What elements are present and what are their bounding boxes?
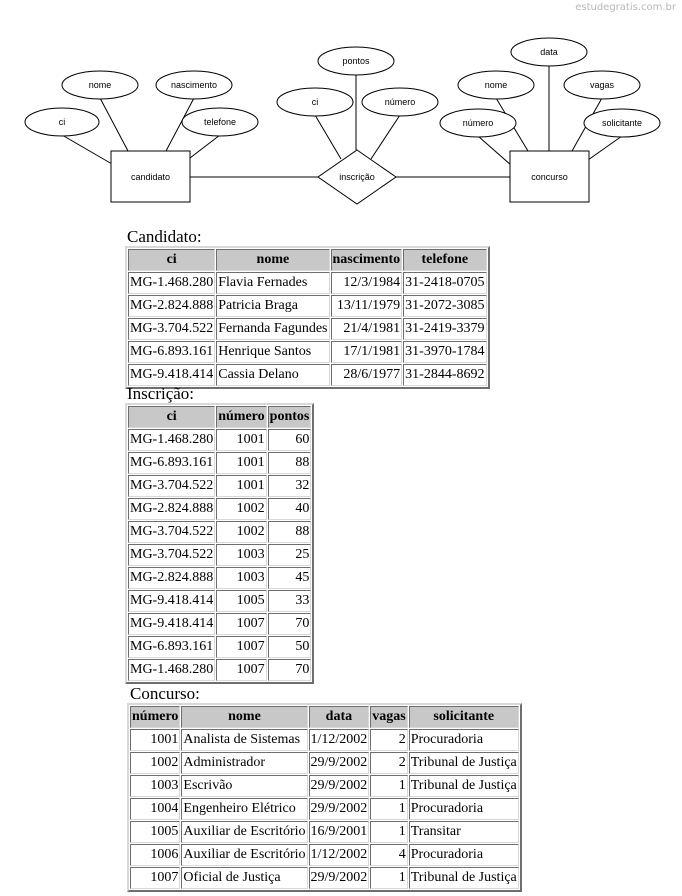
cell-nome: Auxiliar de Escritório <box>181 821 307 843</box>
cell-pontos: 60 <box>268 429 312 451</box>
table-row <box>128 429 311 451</box>
table-row <box>130 729 519 751</box>
attribute-candidato-ci <box>25 108 99 136</box>
cell-pontos: 88 <box>268 521 312 543</box>
cell-numero: 1001 <box>216 452 266 474</box>
cell-telefone: 31-2419-3379 <box>403 318 486 340</box>
table-row <box>128 590 311 612</box>
cell-numero: 1007 <box>216 613 266 635</box>
attribute-concurso-solicitante-label: solicitante <box>601 118 643 128</box>
attribute-concurso-nome <box>458 71 534 99</box>
attribute-inscricao-numero-label: número <box>384 97 416 107</box>
cell-vagas: 1 <box>370 867 407 889</box>
cell-solicitante: Procuradoria <box>409 729 519 751</box>
cell-numero: 1002 <box>216 498 266 520</box>
column-header-telefone: telefone <box>403 249 486 271</box>
cell-nome: Flavia Fernades <box>216 272 329 294</box>
table-row <box>128 272 487 294</box>
table-row <box>130 844 519 866</box>
entity-candidato <box>111 151 190 202</box>
cell-solicitante: Tribunal de Justiça <box>409 752 519 774</box>
cell-numero: 1001 <box>216 429 266 451</box>
cell-numero: 1005 <box>216 590 266 612</box>
cell-pontos: 32 <box>268 475 312 497</box>
cell-telefone: 31-2072-3085 <box>403 295 486 317</box>
entity-concurso <box>510 151 589 202</box>
cell-pontos: 40 <box>268 498 312 520</box>
cell-numero: 1002 <box>216 521 266 543</box>
cell-vagas: 1 <box>370 798 407 820</box>
cell-nome: Analista de Sistemas <box>181 729 307 751</box>
cell-data: 29/9/2002 <box>309 798 370 820</box>
cell-nome: Cassia Delano <box>216 364 329 386</box>
column-header-vagas: vagas <box>370 706 407 728</box>
relationship-inscricao <box>318 150 396 204</box>
table-row <box>128 498 311 520</box>
cell-data: 1/12/2002 <box>309 844 370 866</box>
cell-data: 29/9/2002 <box>309 867 370 889</box>
concurso-table <box>127 703 522 892</box>
cell-numero: 1006 <box>130 844 180 866</box>
attribute-concurso-data-label: data <box>540 47 558 57</box>
cell-solicitante: Procuradoria <box>409 798 519 820</box>
cell-vagas: 1 <box>370 775 407 797</box>
cell-ci: MG-6.893.161 <box>128 636 215 658</box>
entity-candidato-label: candidato <box>130 172 171 182</box>
inscricao-section <box>125 384 314 684</box>
table-row <box>128 295 487 317</box>
cell-nascimento: 17/1/1981 <box>331 341 403 363</box>
cell-nascimento: 28/6/1977 <box>331 364 403 386</box>
cell-telefone: 31-2844-8692 <box>403 364 486 386</box>
table-row <box>128 659 311 681</box>
cell-data: 29/9/2002 <box>309 775 370 797</box>
cell-ci: MG-9.418.414 <box>128 613 215 635</box>
table-row <box>128 544 311 566</box>
attribute-inscricao-ci-label: ci <box>311 97 319 107</box>
attribute-concurso-numero <box>440 109 516 137</box>
cell-ci: MG-6.893.161 <box>128 452 215 474</box>
column-header-nome: nome <box>216 249 329 271</box>
concurso-caption: Concurso: <box>130 684 200 703</box>
cell-numero: 1004 <box>130 798 180 820</box>
cell-numero: 1002 <box>130 752 180 774</box>
table-row <box>130 821 519 843</box>
column-header-numero: número <box>130 706 180 728</box>
attribute-concurso-numero-label: número <box>462 118 494 128</box>
cell-ci: MG-1.468.280 <box>128 659 215 681</box>
attribute-concurso-vagas <box>564 71 640 99</box>
cell-nome: Escrivão <box>181 775 307 797</box>
cell-data: 16/9/2001 <box>309 821 370 843</box>
cell-telefone: 31-3970-1784 <box>403 341 486 363</box>
table-row <box>128 318 487 340</box>
table-row <box>130 798 519 820</box>
cell-nascimento: 13/11/1979 <box>331 295 403 317</box>
attribute-candidato-nascimento <box>156 71 232 99</box>
table-row <box>128 521 311 543</box>
column-header-numero: número <box>216 406 266 428</box>
candidato-caption: Candidato: <box>127 227 202 246</box>
attribute-candidato-telefone-label: telefone <box>203 117 237 127</box>
concurso-section <box>127 684 522 892</box>
column-header-ci: ci <box>128 406 215 428</box>
cell-nome: Fernanda Fagundes <box>216 318 329 340</box>
cell-data: 1/12/2002 <box>309 729 370 751</box>
cell-data: 29/9/2002 <box>309 752 370 774</box>
attribute-candidato-ci-label: ci <box>58 117 66 127</box>
column-header-nascimento: nascimento <box>331 249 403 271</box>
cell-numero: 1003 <box>216 567 266 589</box>
cell-nome: Administrador <box>181 752 307 774</box>
cell-pontos: 25 <box>268 544 312 566</box>
table-row <box>128 341 487 363</box>
column-header-data: data <box>309 706 370 728</box>
cell-ci: MG-9.418.414 <box>128 590 215 612</box>
cell-numero: 1007 <box>216 636 266 658</box>
table-row <box>128 364 487 386</box>
table-header-row <box>128 249 487 271</box>
cell-ci: MG-2.824.888 <box>128 498 215 520</box>
er-diagram <box>0 0 682 215</box>
attribute-candidato-nome <box>62 71 138 99</box>
attribute-inscricao-numero <box>362 88 438 116</box>
column-header-pontos: pontos <box>268 406 312 428</box>
attribute-inscricao-ci <box>277 88 353 116</box>
cell-vagas: 2 <box>370 752 407 774</box>
column-header-nome: nome <box>181 706 307 728</box>
attribute-concurso-data <box>511 38 587 66</box>
cell-ci: MG-3.704.522 <box>128 544 215 566</box>
cell-numero: 1001 <box>216 475 266 497</box>
cell-ci: MG-2.824.888 <box>128 567 215 589</box>
cell-nascimento: 21/4/1981 <box>331 318 403 340</box>
cell-solicitante: Tribunal de Justiça <box>409 867 519 889</box>
cell-pontos: 45 <box>268 567 312 589</box>
attribute-candidato-telefone <box>182 108 258 136</box>
table-row <box>128 636 311 658</box>
cell-nome: Henrique Santos <box>216 341 329 363</box>
cell-ci: MG-3.704.522 <box>128 318 215 340</box>
cell-ci: MG-9.418.414 <box>128 364 215 386</box>
attribute-candidato-nascimento-label: nascimento <box>170 80 218 90</box>
cell-vagas: 1 <box>370 821 407 843</box>
cell-ci: MG-1.468.280 <box>128 429 215 451</box>
cell-vagas: 4 <box>370 844 407 866</box>
cell-nome: Engenheiro Elétrico <box>181 798 307 820</box>
cell-numero: 1003 <box>130 775 180 797</box>
table-row <box>128 452 311 474</box>
cell-pontos: 33 <box>268 590 312 612</box>
site-watermark: estudegratis.com.br <box>575 2 676 13</box>
entity-concurso-label: concurso <box>531 172 568 182</box>
cell-pontos: 70 <box>268 613 312 635</box>
cell-solicitante: Tribunal de Justiça <box>409 775 519 797</box>
cell-ci: MG-6.893.161 <box>128 341 215 363</box>
cell-ci: MG-1.468.280 <box>128 272 215 294</box>
column-header-ci: ci <box>128 249 215 271</box>
table-row <box>128 567 311 589</box>
inscricao-caption: Inscrição: <box>127 384 195 403</box>
table-header-row <box>130 706 519 728</box>
table-header-row <box>128 406 311 428</box>
cell-pontos: 50 <box>268 636 312 658</box>
cell-solicitante: Procuradoria <box>409 844 519 866</box>
inscricao-table <box>125 403 314 684</box>
candidato-table <box>125 246 490 389</box>
table-row <box>128 475 311 497</box>
relationship-inscricao-label: inscrição <box>339 172 375 182</box>
cell-nome: Patricia Braga <box>216 295 329 317</box>
cell-pontos: 88 <box>268 452 312 474</box>
cell-nome: Auxiliar de Escritório <box>181 844 307 866</box>
column-header-solicitante: solicitante <box>409 706 519 728</box>
attribute-candidato-nome-label: nome <box>88 80 112 90</box>
cell-nome: Oficial de Justiça <box>181 867 307 889</box>
candidato-section <box>125 227 490 389</box>
attribute-concurso-vagas-label: vagas <box>589 80 615 90</box>
cell-telefone: 31-2418-0705 <box>403 272 486 294</box>
cell-solicitante: Transitar <box>409 821 519 843</box>
attribute-concurso-solicitante <box>584 109 660 137</box>
cell-pontos: 70 <box>268 659 312 681</box>
cell-numero: 1007 <box>216 659 266 681</box>
table-row <box>130 775 519 797</box>
attribute-inscricao-pontos <box>318 47 394 75</box>
cell-numero: 1007 <box>130 867 180 889</box>
table-row <box>128 613 311 635</box>
table-row <box>130 752 519 774</box>
cell-numero: 1003 <box>216 544 266 566</box>
cell-ci: MG-2.824.888 <box>128 295 215 317</box>
attribute-concurso-nome-label: nome <box>484 80 508 90</box>
table-row <box>130 867 519 889</box>
attribute-inscricao-pontos-label: pontos <box>342 56 370 66</box>
cell-ci: MG-3.704.522 <box>128 521 215 543</box>
cell-nascimento: 12/3/1984 <box>331 272 403 294</box>
cell-vagas: 2 <box>370 729 407 751</box>
cell-numero: 1001 <box>130 729 180 751</box>
cell-ci: MG-3.704.522 <box>128 475 215 497</box>
cell-numero: 1005 <box>130 821 180 843</box>
